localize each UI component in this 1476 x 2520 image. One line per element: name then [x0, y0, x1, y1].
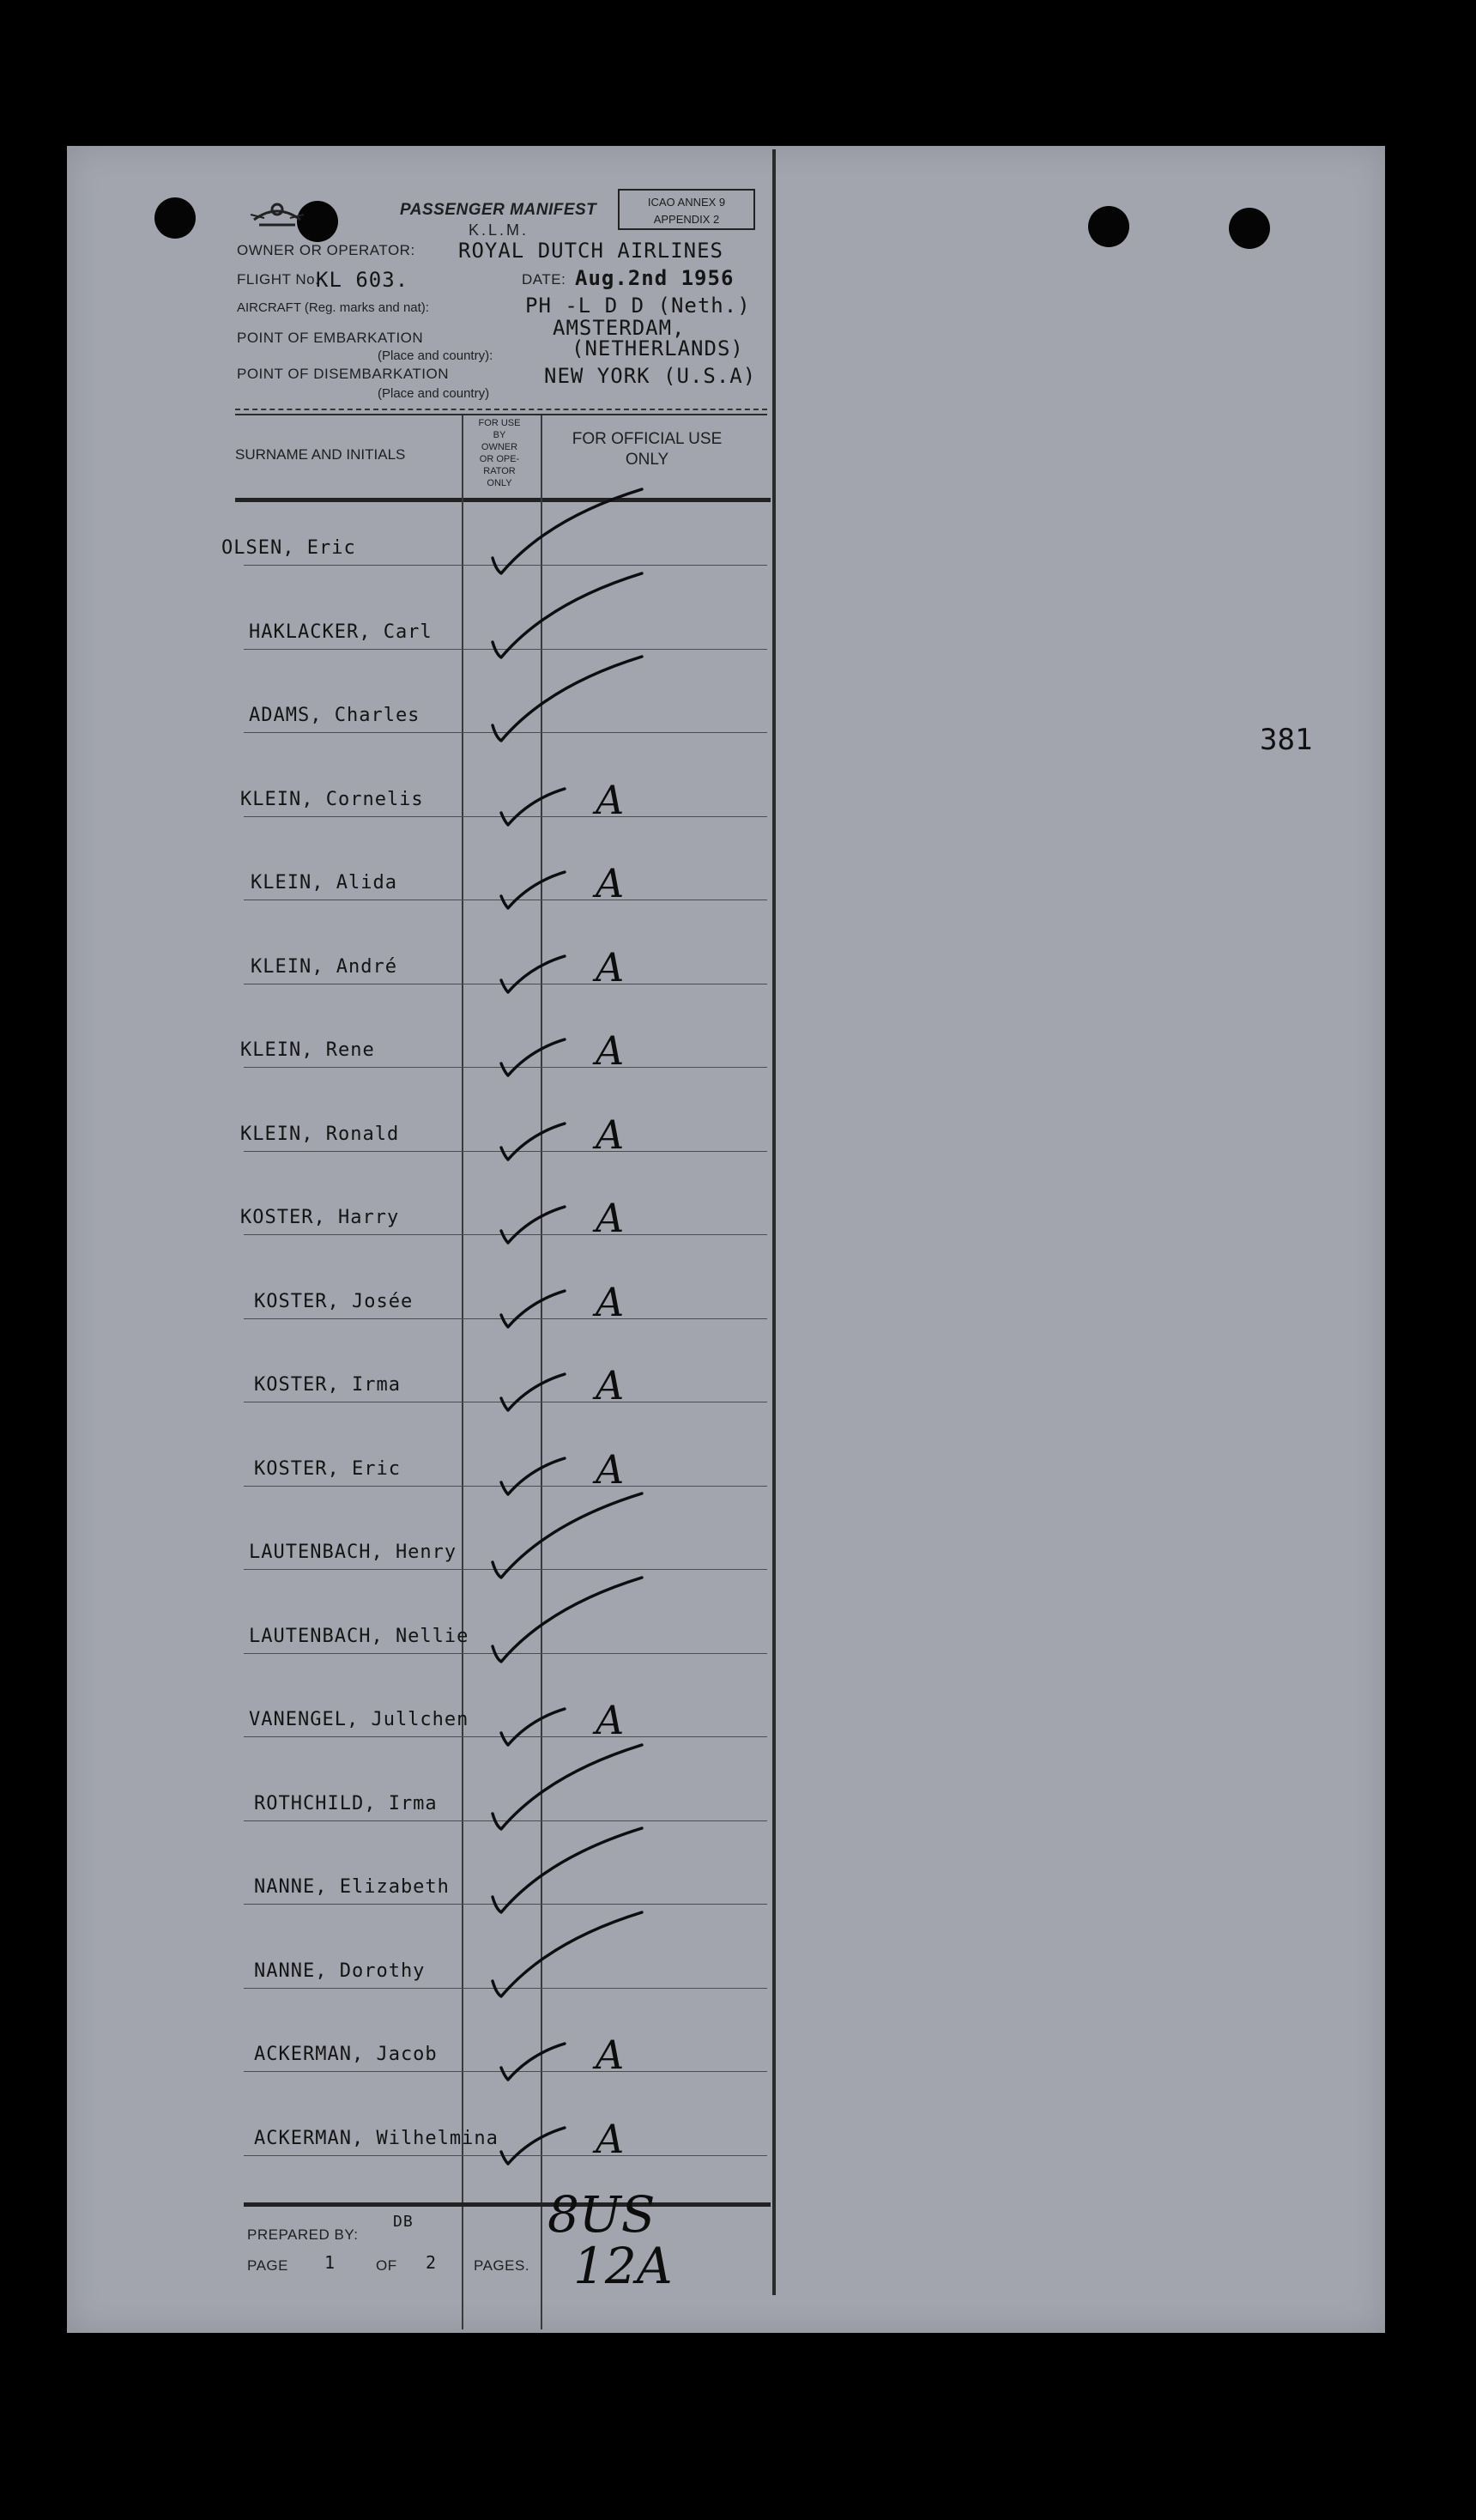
- passenger-name: OLSEN, Eric: [221, 537, 356, 559]
- annotation-mark: A: [596, 943, 625, 990]
- column-divider-operator: [462, 415, 463, 2329]
- annotation-mark: A: [596, 1111, 625, 1158]
- col-header-official-use: [544, 429, 750, 470]
- passenger-name: KOSTER, Harry: [240, 1207, 400, 1228]
- passenger-name: KOSTER, Josée: [254, 1290, 414, 1312]
- owner-label: OWNER OR OPERATOR:: [237, 242, 415, 258]
- manifest-form: [67, 146, 776, 2317]
- check-mark: [496, 1117, 573, 1168]
- header-separator-2: [235, 414, 767, 415]
- passenger-name: LAUTENBACH, Henry: [249, 1542, 457, 1563]
- operator-use-line-4: OR OPE-: [479, 454, 520, 464]
- embarkation-label: POINT OF EMBARKATION: [237, 330, 424, 346]
- annotation-mark: A: [596, 860, 625, 906]
- handwritten-count-1: 8US: [547, 2185, 656, 2244]
- of-label: OF: [376, 2257, 397, 2274]
- operator-use-line-3: OWNER: [481, 442, 518, 452]
- annotation-mark: A: [596, 1445, 625, 1493]
- check-mark: [487, 484, 650, 579]
- passenger-name: KLEIN, Alida: [251, 872, 397, 894]
- flight-label: FLIGHT No.: [237, 271, 320, 288]
- col-header-operator-use: [463, 417, 535, 489]
- check-mark: [487, 1488, 650, 1583]
- page-current: 1: [324, 2252, 336, 2273]
- check-mark: [496, 1367, 573, 1419]
- date-label: DATE:: [522, 271, 566, 288]
- operator-use-line-1: FOR USE: [478, 418, 521, 428]
- annotation-mark: A: [596, 1195, 625, 1241]
- icao-reference-box: [618, 189, 755, 230]
- passenger-name: KLEIN, Rene: [240, 1039, 375, 1061]
- annotation-mark: A: [596, 1027, 625, 1074]
- date-value: Aug.2nd 1956: [575, 266, 735, 290]
- form-right-edge: [772, 149, 776, 2295]
- check-mark: [496, 1284, 573, 1336]
- airline-code: K.L.M.: [469, 221, 529, 239]
- passenger-name: NANNE, Elizabeth: [254, 1876, 450, 1898]
- annotation-mark: A: [596, 1278, 625, 1325]
- aircraft-label: AIRCRAFT (Reg. marks and nat):: [237, 300, 429, 315]
- check-mark: [496, 782, 573, 833]
- check-mark: [496, 865, 573, 917]
- icao-line-2: APPENDIX 2: [653, 213, 720, 226]
- list-bottom-rule: [244, 2202, 771, 2207]
- passenger-name: LAUTENBACH, Nellie: [249, 1625, 469, 1647]
- passenger-name: KLEIN, Ronald: [240, 1123, 400, 1145]
- operator-use-line-5: RATOR: [483, 466, 516, 476]
- check-mark: [487, 1823, 650, 1917]
- disembarkation-value: NEW YORK (U.S.A): [544, 364, 757, 388]
- passenger-name: NANNE, Dorothy: [254, 1960, 426, 1982]
- pages-label: PAGES.: [474, 2257, 530, 2274]
- check-mark: [496, 2037, 573, 2088]
- passenger-name: KLEIN, Cornelis: [240, 788, 424, 810]
- check-mark: [496, 1200, 573, 1251]
- passenger-name: ACKERMAN, Wilhelmina: [254, 2127, 499, 2149]
- manifest-sheet: [67, 146, 1385, 2333]
- col-header-name: SURNAME AND INITIALS: [235, 446, 406, 463]
- annotation-mark: A: [596, 1697, 625, 1743]
- stamped-page-number: 381: [1260, 723, 1313, 757]
- check-mark: [496, 2121, 573, 2172]
- owner-value: ROYAL DUTCH AIRLINES: [458, 239, 723, 263]
- header-separator: [235, 409, 767, 410]
- check-mark: [487, 1907, 650, 2002]
- operator-use-line-6: ONLY: [487, 478, 512, 488]
- passenger-name: KLEIN, André: [251, 955, 397, 978]
- handwritten-count-2: 12A: [573, 2237, 673, 2295]
- check-mark: [496, 949, 573, 1001]
- official-use-line-2: ONLY: [625, 451, 669, 469]
- passenger-name: VANENGEL, Jullchen: [249, 1709, 469, 1730]
- check-mark: [487, 651, 650, 746]
- passenger-name: HAKLACKER, Carl: [249, 621, 433, 643]
- operator-use-line-2: BY: [493, 430, 506, 440]
- punch-hole-right-2: [1229, 208, 1270, 249]
- passenger-name: ACKERMAN, Jacob: [254, 2044, 438, 2065]
- punch-hole-right-1: [1088, 206, 1129, 247]
- check-mark: [487, 1740, 650, 1834]
- official-use-line-1: FOR OFFICIAL USE: [572, 430, 723, 448]
- embarkation-value-2: (NETHERLANDS): [572, 336, 744, 360]
- klm-crown-logo: [247, 194, 307, 237]
- aircraft-value: PH -L D D (Neth.): [525, 294, 751, 318]
- flight-value: KL 603.: [316, 268, 409, 292]
- passenger-name: ROTHCHILD, Irma: [254, 1792, 438, 1814]
- check-mark: [487, 568, 650, 663]
- prepared-by-value: DB: [393, 2213, 414, 2231]
- page-label: PAGE: [247, 2257, 288, 2274]
- annotation-mark: A: [596, 2115, 625, 2162]
- embarkation-sublabel: (Place and country):: [378, 348, 493, 363]
- annotation-mark: A: [596, 776, 625, 823]
- passenger-name: KOSTER, Irma: [254, 1374, 401, 1396]
- passenger-name: KOSTER, Eric: [254, 1457, 401, 1480]
- annotation-mark: A: [596, 2032, 625, 2078]
- passenger-name: ADAMS, Charles: [249, 705, 420, 726]
- disembarkation-sublabel: (Place and country): [378, 386, 490, 401]
- check-mark: [487, 1572, 650, 1667]
- check-mark: [496, 1033, 573, 1084]
- embarkation-value-1: AMSTERDAM,: [553, 316, 686, 340]
- icao-line-1: ICAO ANNEX 9: [647, 196, 726, 209]
- annotation-mark: A: [596, 1362, 625, 1408]
- disembarkation-label: POINT OF DISEMBARKATION: [237, 366, 450, 382]
- page-total: 2: [426, 2252, 438, 2273]
- prepared-by-label: PREPARED BY:: [247, 2226, 359, 2243]
- manifest-title: PASSENGER MANIFEST: [400, 201, 597, 219]
